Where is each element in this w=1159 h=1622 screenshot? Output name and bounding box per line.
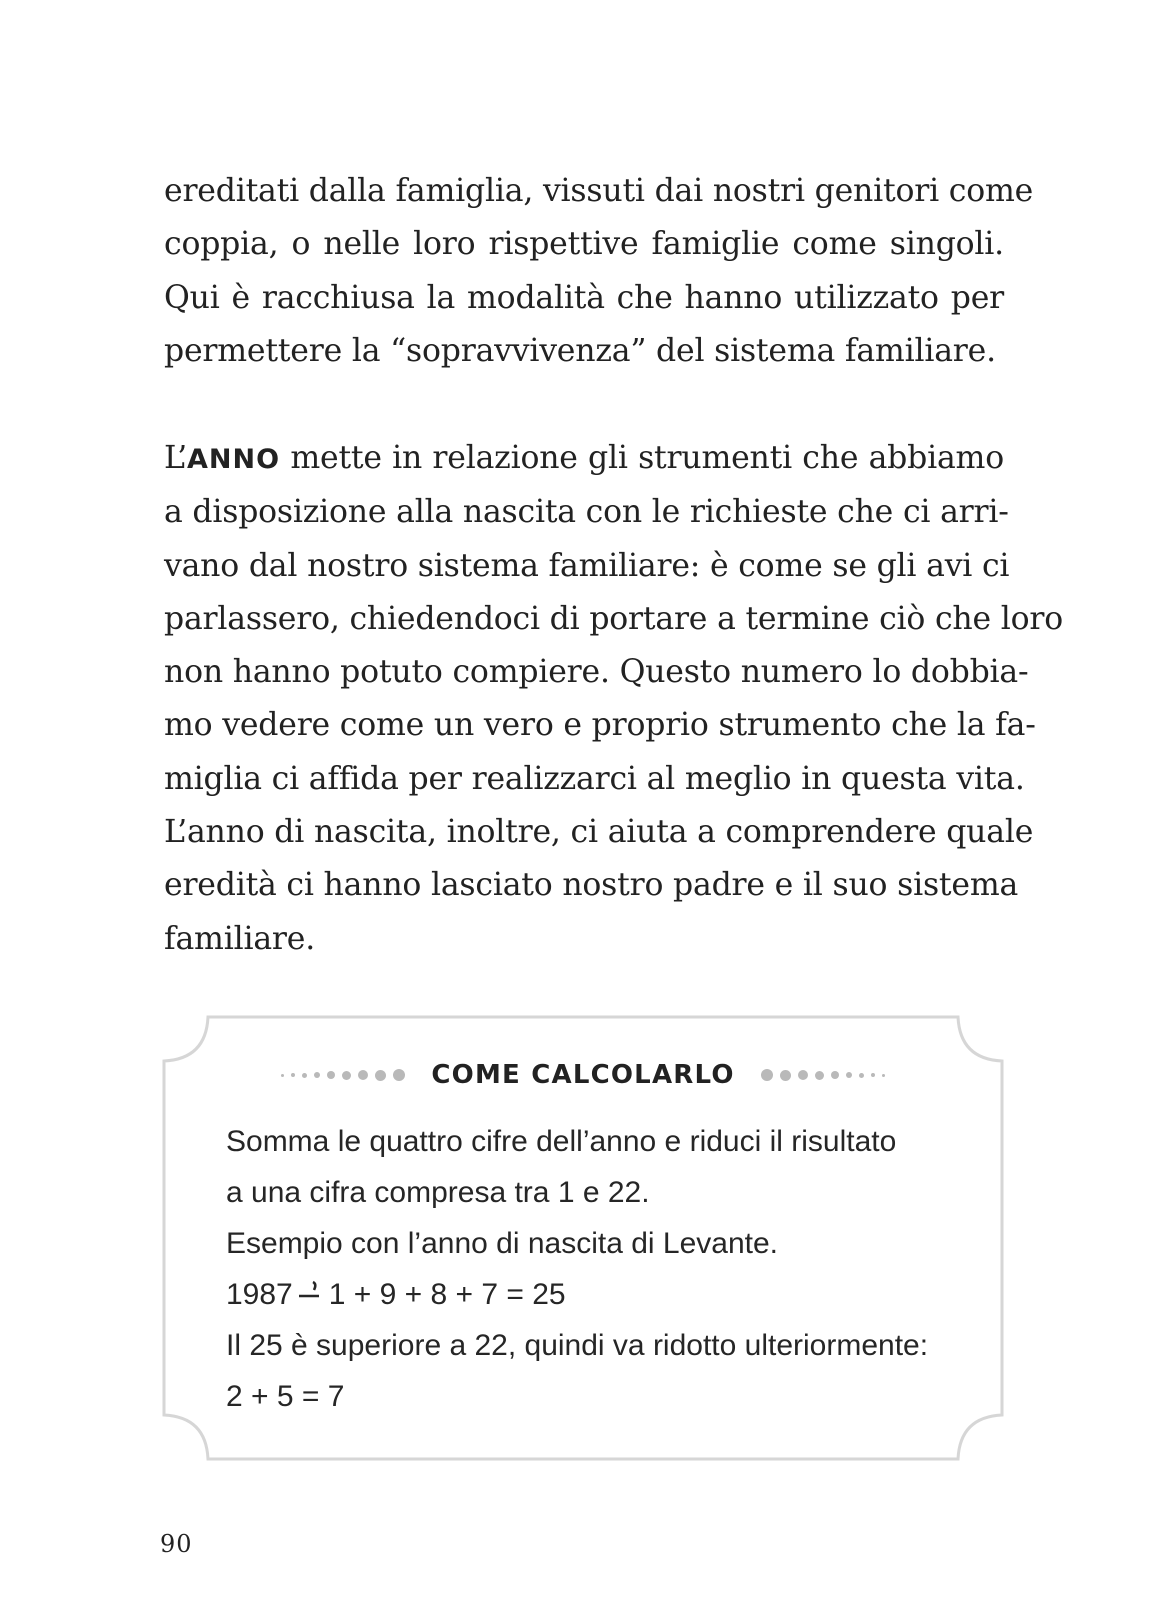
box-body — [226, 1116, 946, 1422]
text-line: ereditati dalla famiglia, vissuti dai nostri genitori come — [164, 173, 1034, 209]
text-line: a disposizione alla nascita con le richieste che ci arri- — [164, 494, 1009, 531]
text-line: parlassero, chiedendoci di portare a termine ciò che loro — [164, 600, 1064, 637]
dots-right-decoration — [761, 1069, 885, 1081]
text-line: coppia, o nelle loro rispettive famiglie come singoli. — [164, 226, 1004, 263]
box-line: Il 25 è superiore a 22, quindi va ridotto ulteriormente: — [226, 1329, 929, 1362]
example-sum: 1 + 9 + 8 + 7 = 25 — [328, 1278, 566, 1311]
box-line: 2 + 5 = 7 — [226, 1380, 345, 1413]
arrow-right-icon — [297, 1278, 323, 1308]
box-line: Somma le quattro cifre dell’anno e riduci il risultato — [226, 1125, 897, 1158]
text-line: eredità ci hanno lasciato nostro padre e il suo sistema — [164, 867, 1019, 904]
box-title: COME CALCOLARLO — [431, 1060, 735, 1090]
example-year: 1987 — [226, 1278, 293, 1311]
text-line: non hanno potuto compiere. Questo numero lo dobbia- — [164, 654, 1029, 691]
text-line-rest: mette in relazione gli strumenti che abbiamo — [280, 440, 1004, 476]
keyword-anno: ANNO — [186, 444, 281, 475]
text-line: familiare. — [164, 920, 316, 957]
dots-left-decoration — [281, 1069, 405, 1081]
box-title-row — [162, 1055, 1004, 1095]
example-calculation — [226, 1269, 946, 1320]
text-line: Qui è racchiusa la modalità che hanno utilizzato per — [164, 279, 1004, 316]
paragraph-2 — [164, 432, 1064, 966]
box-line: Esempio con l’anno di nascita di Levante. — [226, 1227, 779, 1260]
page-number: 90 — [160, 1530, 193, 1558]
text-line: L’anno di nascita, inoltre, ci aiuta a comprendere quale — [164, 814, 1034, 851]
text-line: permettere la “sopravvivenza” del sistema familiare. — [164, 332, 996, 369]
calculation-box — [162, 1015, 1004, 1461]
paragraph-1 — [164, 165, 1034, 378]
text-line: miglia ci affida per realizzarci al meglio in questa vita. — [164, 760, 1025, 797]
text-line-first — [164, 432, 1004, 486]
text-line: mo vedere come un vero e proprio strumento che la fa- — [164, 707, 1036, 744]
box-line: a una cifra compresa tra 1 e 22. — [226, 1176, 650, 1209]
paragraph-prefix: L’ — [164, 440, 187, 476]
text-line: vano dal nostro sistema familiare: è come se gli avi ci — [164, 547, 1010, 584]
